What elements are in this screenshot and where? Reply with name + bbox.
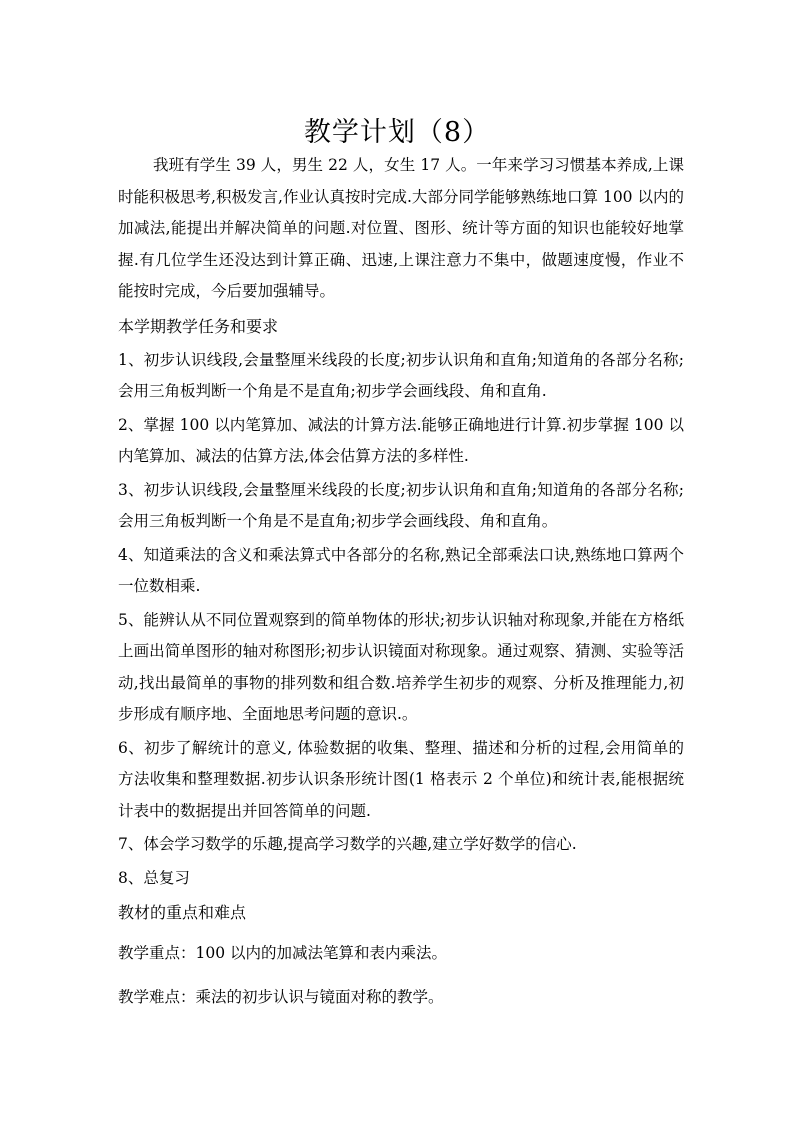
task-item-1: 1、初步认识线段,会量整厘米线段的长度;初步认识角和直角;知道角的各部分名称;会用三角板判断一个角是不是直角;初步学会画线段、角和直角. [118,350,684,400]
key-point: 教学重点：100 以内的加减法笔算和表内乘法。 [118,944,448,962]
intro-paragraph: 我班有学生 39 人，男生 22 人，女生 17 人。一年来学习习惯基本养成,上课时能积极思考,积极发言,作业认真按时完成.大部分同学能够熟练地口算 100 以内的加减法,能提出并解决简单的问题.对位置、图形、统计等方面的知识也能较好地掌握.有几位学生还没达到计算正确、迅速,上课注意力不集中，做题速度慢，作业不能按时完成，今后要加强辅导。 [118,156,684,300]
task-item-3: 3、初步认识线段,会量整厘米线段的长度;初步认识角和直角;知道角的各部分名称;会用三角板判断一个角是不是直角;初步学会画线段、角和直角。 [118,480,684,530]
task-item-6: 6、初步了解统计的意义, 体验数据的收集、整理、描述和分析的过程,会用简单的方法收集和整理数据.初步认识条形统计图(1 格表示 2 个单位)和统计表,能根据统计表中的数据提出并回答简单的问题. [118,738,684,820]
document-body [118,150,684,1013]
difficult-point: 教学难点：乘法的初步认识与镜面对称的教学。 [118,987,444,1006]
tasks-heading: 本学期教学任务和要求 [118,316,279,336]
page-title: 教学计划（8） [303,117,491,148]
task-item-4: 4、知道乘法的含义和乘法算式中各部分的名称,熟记全部乘法口诀,熟练地口算两个一位数相乘. [118,545,684,595]
task-item-8: 8、总复习 [118,868,190,887]
task-item-5: 5、能辨认从不同位置观察到的简单物体的形状;初步认识轴对称现象,并能在方格纸上画出简单图形的轴对称图形;初步认识镜面对称现象。通过观察、猜测、实验等活动,找出最简单的事物的排列数和组合数.培养学生初步的观察、分析及推理能力,初步形成有顺序地、全面地思考问题的意识.。 [118,610,684,723]
task-item-7: 7、体会学习数学的乐趣,提高学习数学的兴趣,建立学好数学的信心. [118,835,577,853]
task-item-2: 2、掌握 100 以内笔算加、减法的计算方法.能够正确地进行计算.初步掌握 100 以内笔算加、减法的估算方法,体会估算方法的多样性. [118,415,684,465]
key-heading: 教材的重点和难点 [118,903,247,922]
